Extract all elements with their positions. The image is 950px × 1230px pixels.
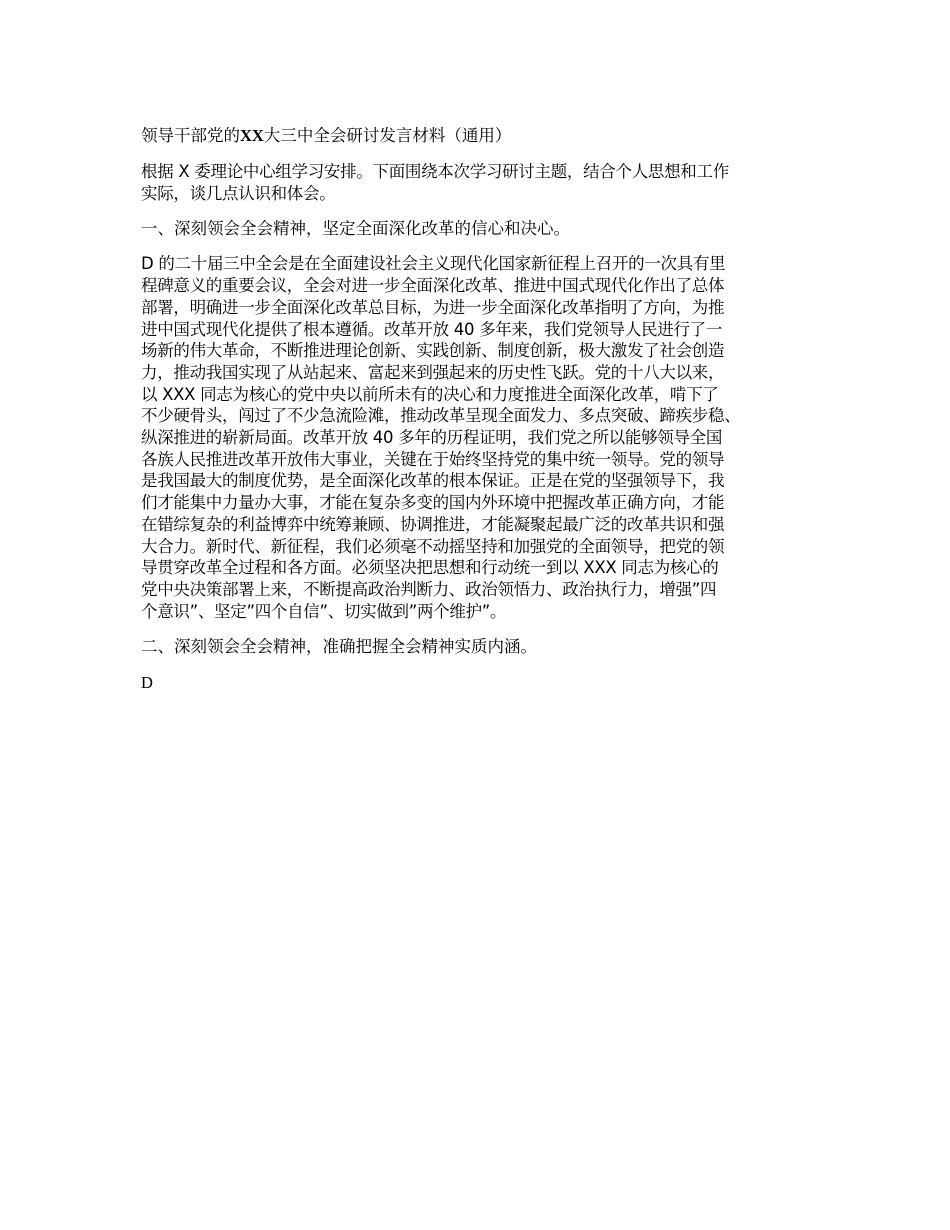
body-line: 们才能集中力量办大事，才能在复杂多变的国内外环境中把握改革正确方向，才能 [141,493,725,513]
body-line: 以 XXX 同志为核心的党中央以前所未有的决心和力度推进全面深化改革，啃下了 [141,384,719,404]
body-line: 在错综复杂的利益博弈中统筹兼顾、协调推进，才能凝聚起最广泛的改革共识和强 [141,514,725,534]
intro-line: 根据 X 委理论中心组学习安排。下面围绕本次学习研讨主题，结合个人思想和工作 [141,162,729,181]
body-line: 场新的伟大革命，不断推进理论创新、实践创新、制度创新，极大激发了社会创造 [141,341,725,361]
body-line: 导贯穿改革全过程和各方面。必须坚决把思想和行动统一到以 XXX 同志为核心的 [141,558,719,578]
intro-paragraph [141,161,819,204]
title-suffix: 大三中全会研讨发言材料（通用） [263,126,512,145]
trailing-text: D [141,673,153,693]
document-title [141,124,819,148]
body-line: 进中国式现代化提供了根本遵循。改革开放 40 多年来，我们党领导人民进行了一 [141,319,723,339]
body-line: 力，推动我国实现了从站起来、富起来到强起来的历史性飞跃。党的十八大以来， [141,362,725,382]
title-prefix: 领导干部党的 [141,126,240,145]
body-line: 个意识”、坚定”四个自信”、切实做到”两个维护”。 [141,601,507,621]
body-line: 纵深推进的崭新局面。改革开放 40 多年的历程证明，我们党之所以能够领导全国 [141,428,723,448]
section-heading-1: 一、深刻领会全会精神，坚定全面深化改革的信心和决心。 [141,219,570,239]
document-page [141,124,819,695]
body-paragraph [141,253,819,622]
body-line: 是我国最大的制度优势，是全面深化改革的根本保证。正是在党的坚强领导下，我 [141,471,725,491]
title-bold: XX [240,126,264,145]
body-line: 大合力。新时代、新征程，我们必须毫不动摇坚持和加强党的全面领导，把党的领 [141,536,725,556]
body-line: 程碑意义的重要会议，全会对进一步全面深化改革、推进中国式现代化作出了总体 [141,276,725,296]
body-line: D 的二十届三中全会是在全面建设社会主义现代化国家新征程上召开的一次具有里 [141,254,726,274]
body-line: 部署，明确进一步全面深化改革总目标，为进一步全面深化改革指明了方向，为推 [141,297,725,317]
section-heading-2: 二、深刻领会全会精神，准确把握全会精神实质内涵。 [141,637,537,657]
intro-line: 实际，谈几点认识和体会。 [141,183,336,203]
body-line: 不少硬骨头，闯过了不少急流险滩，推动改革呈现全面发力、多点突破、蹄疾步稳、 [141,406,741,426]
body-line: 党中央决策部署上来，不断提高政治判断力、政治领悟力、政治执行力，增强”四 [141,579,717,599]
body-line: 各族人民推进改革开放伟大事业，关键在于始终坚持党的集中统一领导。党的领导 [141,449,725,469]
